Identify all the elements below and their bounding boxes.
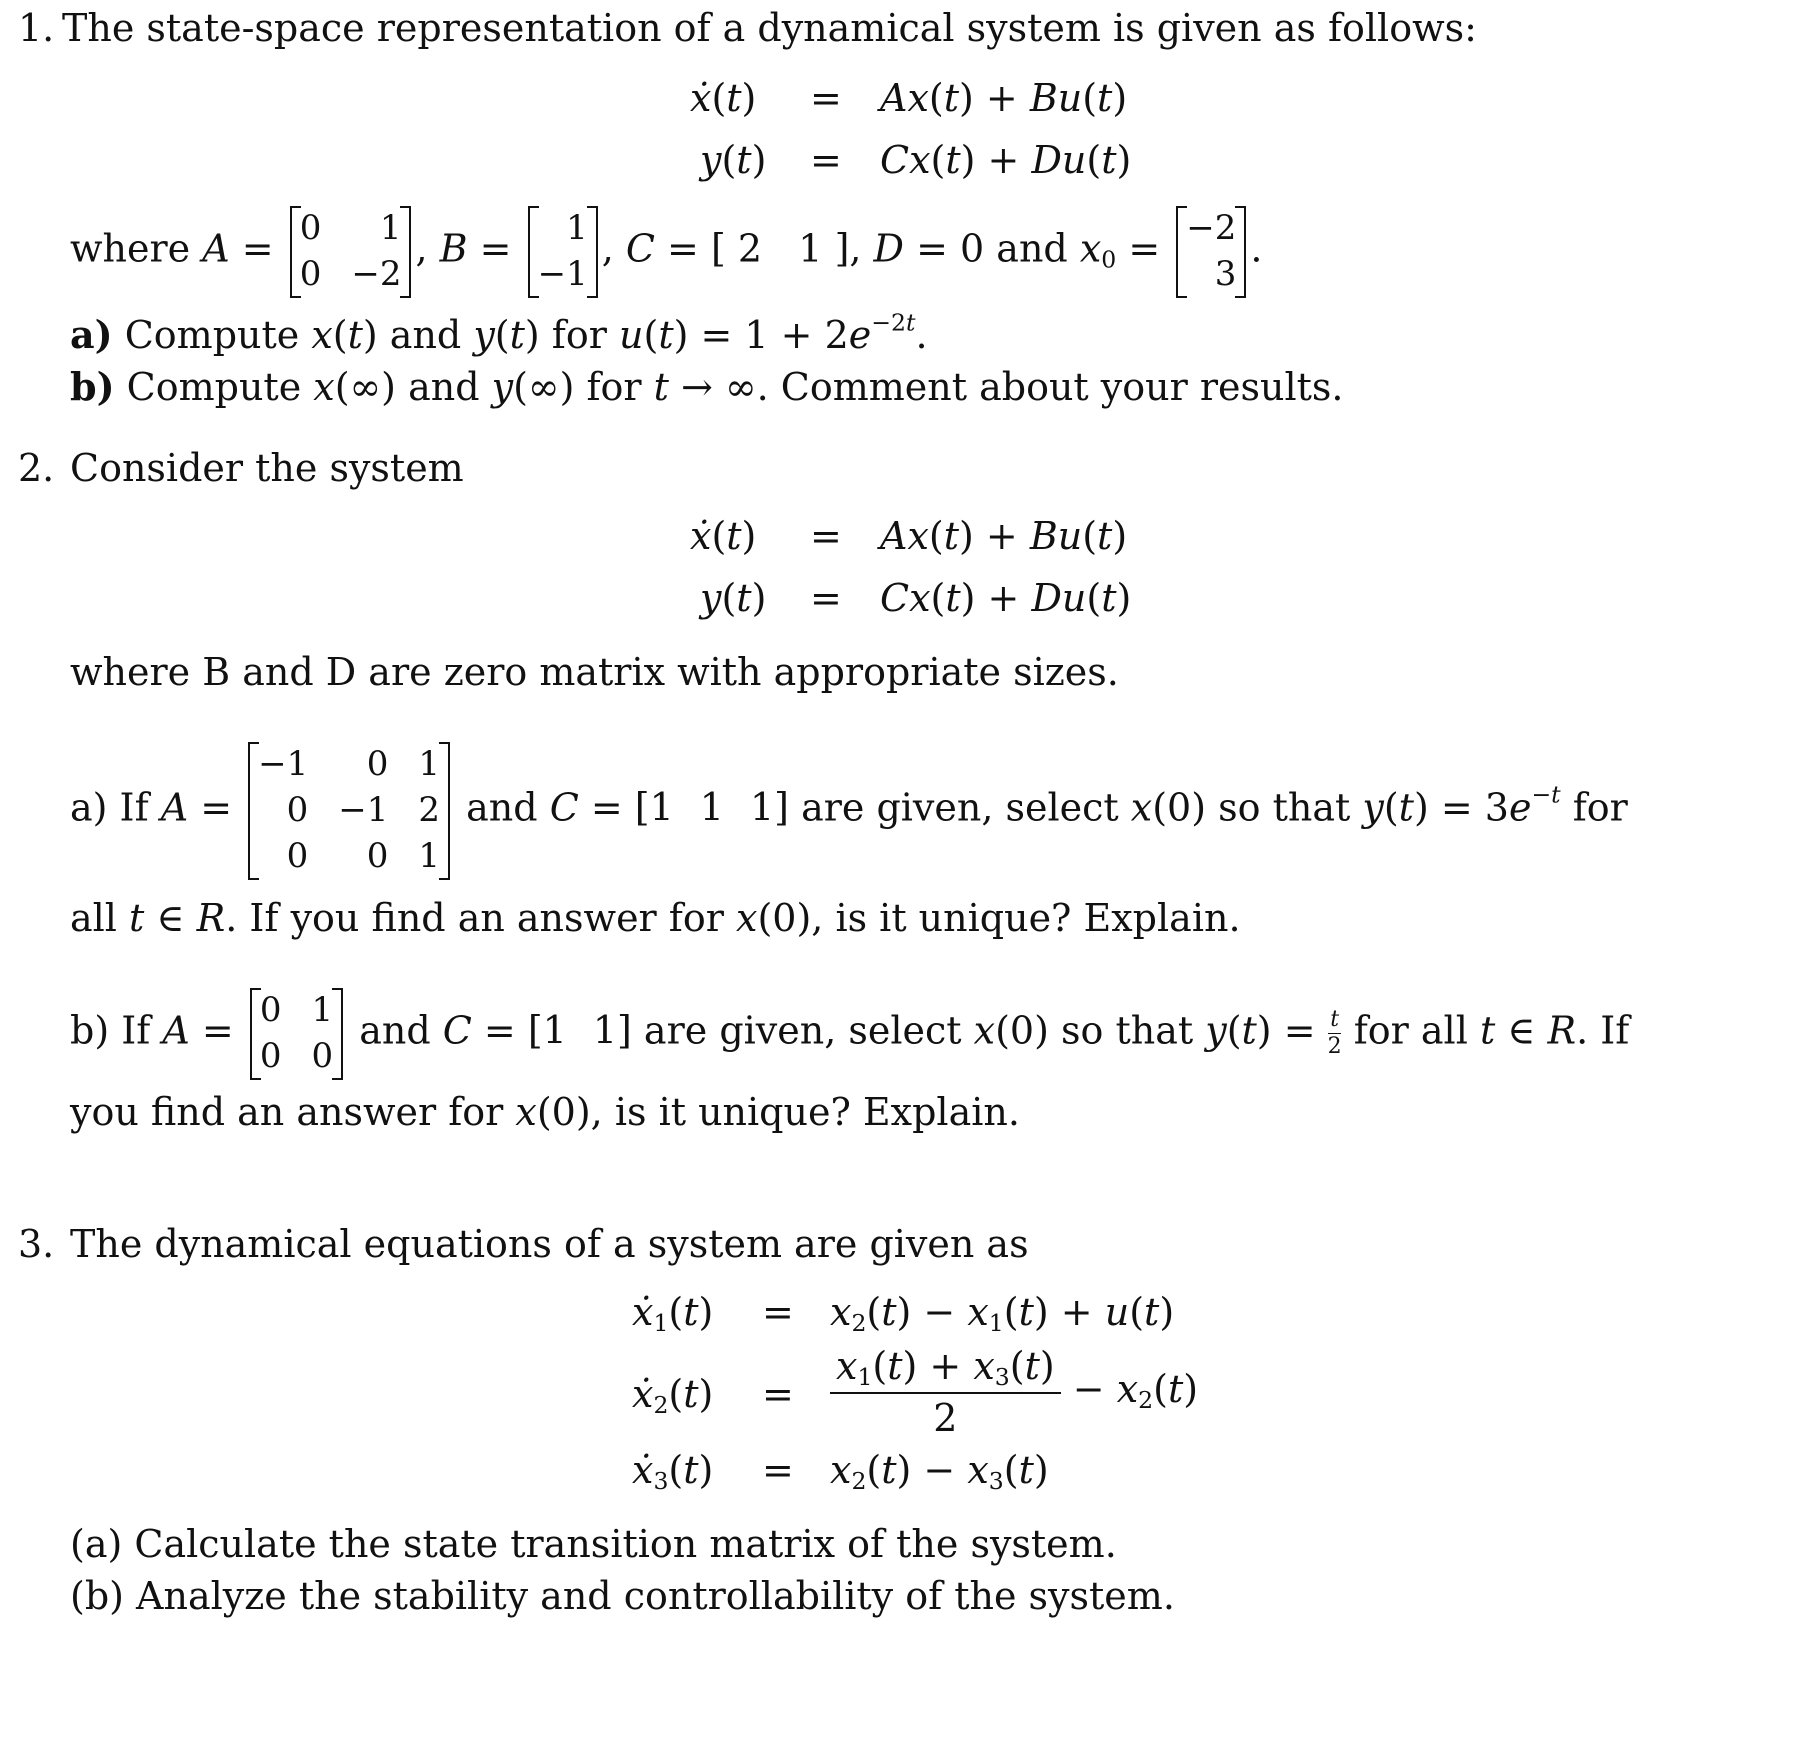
p1-a-label: a) — [70, 312, 113, 357]
p2a-C-entry-1: 1 — [649, 785, 674, 830]
p1-eq2-lhs: y(t) — [700, 138, 767, 182]
p1-eq2-rhs: Cx(t) + Du(t) — [880, 138, 1132, 182]
p2-part-a-line1: a) If A = −1 0 1 0 −1 2 0 0 1 and C = [ 1 1 1 ] are given, select x(0) so that $y(t) = 3e^{-t}$ for — [70, 742, 1628, 880]
p1-a-text: Compute — [124, 313, 300, 357]
p2-eq2-rhs: Cx(t) + Du(t) — [880, 576, 1132, 620]
p2a-unique: is it unique? Explain. — [835, 896, 1241, 940]
p2b-t-over-2: $\frac{t}{2}$ — [1327, 1007, 1342, 1060]
p1-eq1-lhs: ẋ(t) — [690, 76, 757, 120]
p3-eq1-lhs: ẋ$_1$(t) — [632, 1290, 714, 1337]
problem-2-number: 2. — [18, 446, 55, 490]
p2a-A-cell-3-1: 0 — [286, 835, 309, 876]
p2a-A-cell-2-1: 0 — [286, 789, 309, 830]
p1-vector-x0 — [1176, 206, 1246, 298]
p2a-A-cell-2-3: 2 — [418, 789, 441, 830]
p2-eq2-equals: = — [810, 576, 842, 620]
p2a-A-cell-3-2: 0 — [366, 835, 389, 876]
p2a-A-cell-3-3: 1 — [418, 835, 441, 876]
p1-B-cell-2-1: −1 — [537, 253, 588, 294]
p2b-A-cell-2-2: 0 — [311, 1035, 334, 1076]
p1-where: where — [70, 226, 191, 271]
p2-eq1-lhs: ẋ(t) — [690, 514, 757, 558]
p3-part-b: (b) Analyze the stability and controllability of the system. — [70, 1574, 1175, 1618]
p3-eq2-equals: = — [762, 1372, 794, 1416]
p3-part-a: (a) Calculate the state transition matrix of the system. — [70, 1522, 1117, 1566]
p1-x0-cell-2-1: 3 — [1214, 253, 1237, 294]
p1-x0-cell-1-1: −2 — [1186, 208, 1237, 248]
p1-eq1-equals: = — [810, 76, 842, 120]
problem-1-number: 1. — [18, 6, 55, 50]
p2-eq1-rhs: Ax(t) + Bu(t) — [880, 514, 1128, 558]
p3-eq2-rhs: $\frac{x_1(t) + x_3(t)}{2}$ − $x_2(t)$ — [830, 1344, 1198, 1441]
p1-matrices-line: where A = 0 1 0 −2 , B = 1 −1 , C = [ 2 1 ], D = 0 and $x_0$ = −2 3 . — [70, 206, 1263, 298]
p1-B-cell-1-1: 1 — [566, 208, 588, 248]
p1-C-1: 2 — [737, 226, 763, 271]
p1-matrix-A — [290, 206, 412, 298]
problem-3-intro: The dynamical equations of a system are given as — [70, 1222, 1029, 1266]
p2a-text-end: If you find an answer for — [249, 896, 724, 940]
p2b-A-cell-2-1: 0 — [259, 1035, 282, 1076]
p1-and: and — [996, 226, 1068, 271]
p1-eq1-rhs: Ax(t) + Bu(t) — [880, 76, 1128, 120]
p2a-A-cell-1-2: 0 — [366, 744, 389, 784]
p1-A-cell-2-2: −2 — [351, 253, 402, 294]
p3-eq2-lhs: ẋ$_2$(t) — [632, 1372, 714, 1419]
p3-eq2-fraction: $\frac{x_1(t) + x_3(t)}{2}$ — [830, 1344, 1061, 1441]
p2b-A-cell-1-2: 1 — [311, 990, 334, 1030]
p1-A-cell-2-1: 0 — [299, 253, 322, 294]
p2a-matrix-A — [248, 742, 450, 880]
p3-eq3-rhs: $x_2(t) - x_3(t)$ — [830, 1448, 1049, 1495]
p1-part-b: b) Compute x(∞) and y(∞) for t → ∞. Comment about your results. — [70, 364, 1344, 409]
p2b-C-entry-2: 1 — [592, 1008, 618, 1053]
problem-1-intro: The state-space representation of a dynamical system is given as follows: — [62, 6, 1477, 50]
problem-3-number: 3. — [18, 1222, 55, 1266]
p1-C-2: 1 — [798, 226, 823, 271]
p2a-text-mid: are given, select — [801, 785, 1119, 830]
p2-part-a-line2: all t ∈ R. If you find an answer for x(0), is it unique? Explain. — [70, 896, 1241, 940]
p1-A-cell-1-2: 1 — [379, 208, 402, 248]
p1-part-a: a) Compute x(t) and y(t) for $u(t) = 1 + 2e^{-2t}$. — [70, 308, 928, 357]
p1-b-label: b) — [70, 364, 115, 409]
p3-eq3-lhs: ẋ$_3$(t) — [632, 1448, 714, 1495]
p2a-A-cell-1-3: 1 — [418, 744, 441, 784]
p2-eq2-lhs: y(t) — [700, 576, 767, 620]
p2-part-b-line1: b) If A = 0 1 0 0 and C = [ 1 1 ] are given, select x(0) so that y(t) = $\frac{t}{2}$ for all t ∈ R. If — [70, 988, 1629, 1080]
p3-eq1-rhs: $x_2(t) - x_1(t) + u(t)$ — [830, 1290, 1175, 1337]
p3-eq3-equals: = — [762, 1448, 794, 1492]
p1-eq2-equals: = — [810, 138, 842, 182]
p1-D-value: 0 — [960, 226, 985, 271]
p2b-A-cell-1-1: 0 — [259, 990, 282, 1030]
p2a-C-entry-2: 1 — [699, 785, 724, 830]
p2-part-b-line2: you find an answer for x(0), is it unique? Explain. — [70, 1090, 1020, 1134]
p2b-unique: is it unique? Explain. — [614, 1090, 1020, 1134]
p2a-A-cell-1-1: −1 — [258, 744, 309, 784]
p1-A-cell-1-1: 0 — [299, 208, 322, 248]
p2-eq1-equals: = — [810, 514, 842, 558]
p2b-C-entry-1: 1 — [542, 1008, 567, 1053]
p1-matrix-B — [528, 206, 598, 298]
p2a-A-cell-2-2: −1 — [338, 789, 389, 830]
p2a-C-entry-3: 1 — [749, 785, 775, 830]
p2-where-text: where B and D are zero matrix with appropriate sizes. — [70, 650, 1119, 694]
p2b-matrix-A — [250, 988, 343, 1080]
p3-eq1-equals: = — [762, 1290, 794, 1334]
problem-2-intro: Consider the system — [70, 446, 464, 490]
p1-b-comment: Comment about your results. — [780, 365, 1344, 409]
